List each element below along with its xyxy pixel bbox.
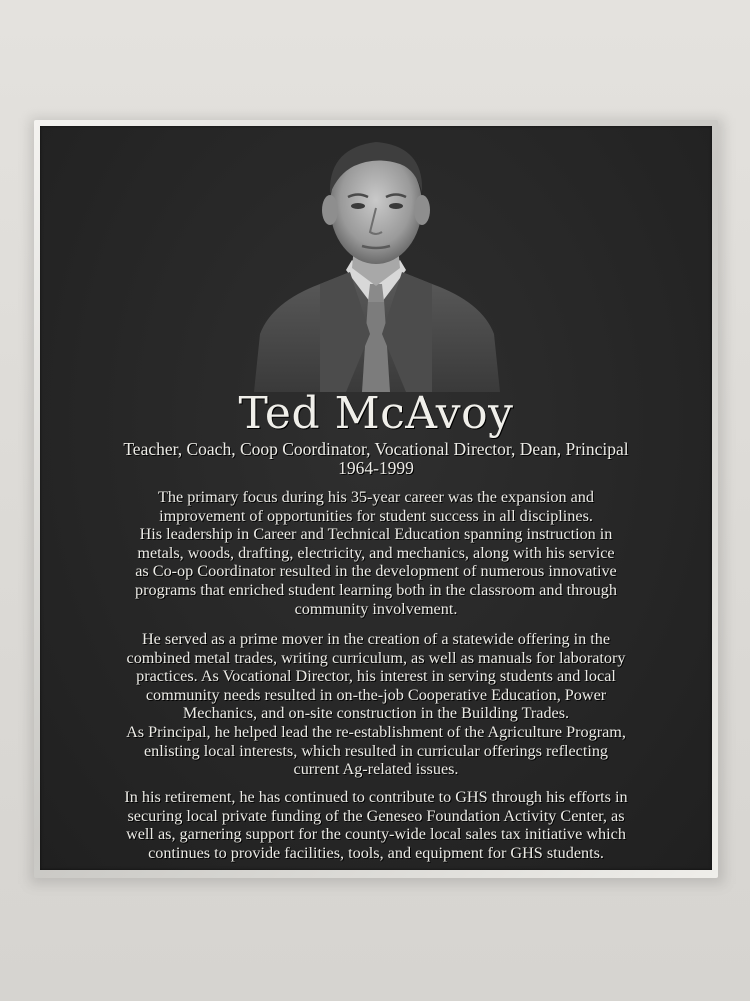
text-line: Mechanics, and on-site construction in the Building Trades.	[182, 704, 570, 723]
text-line: The primary focus during his 35-year career was the expansion and	[157, 488, 594, 506]
text-line: as Co-op Coordinator resulted in the development of numerous innovative	[135, 562, 617, 581]
text-line: improvement of opportunities for student success in all disciplines.	[159, 506, 593, 525]
contributions-paragraph	[50, 630, 702, 779]
text-line: community involvement.	[294, 599, 458, 618]
honoree-name: Ted McAvoy	[238, 388, 514, 439]
text-line: community needs resulted in on-the-job Cooperative Education, Power	[145, 685, 607, 704]
text-line: combined metal trades, writing curriculum, as well as manuals for laboratory	[126, 648, 626, 667]
text-line: As Principal, he helped lead the re-establishment of the Agriculture Program,	[126, 722, 626, 741]
roles-line: Teacher, Coach, Coop Coordinator, Vocational Director, Dean, Principal	[123, 439, 629, 459]
text-line: metals, woods, drafting, electricity, and mechanics, along with his service	[137, 543, 615, 562]
text-line: well as, garnering support for the county-wide local sales tax initiative which	[126, 825, 626, 844]
retirement-paragraph	[50, 788, 702, 862]
text-line: programs that enriched student learning both in the classroom and through	[135, 580, 617, 599]
text-line: His leadership in Career and Technical Education spanning instruction in	[139, 525, 613, 544]
text-line: securing local private funding of the Geneseo Foundation Activity Center, as	[127, 806, 625, 825]
portrait-photo	[250, 134, 502, 392]
years-line: 1964-1999	[338, 458, 414, 478]
text-line: enlisting local interests, which resulted in curricular offerings reflecting	[143, 741, 609, 760]
text-line: practices. As Vocational Director, his interest in serving students and local	[136, 667, 616, 686]
text-line: current Ag-related issues.	[293, 760, 459, 779]
memorial-plaque	[40, 126, 712, 870]
text-line: In his retirement, he has continued to contribute to GHS through his efforts in	[124, 788, 628, 806]
text-line: He served as a prime mover in the creation of a statewide offering in the	[141, 630, 611, 648]
career-paragraph	[50, 488, 702, 618]
honoree-titles	[40, 440, 712, 478]
text-line: continues to provide facilities, tools, and equipment for GHS students.	[148, 843, 604, 862]
